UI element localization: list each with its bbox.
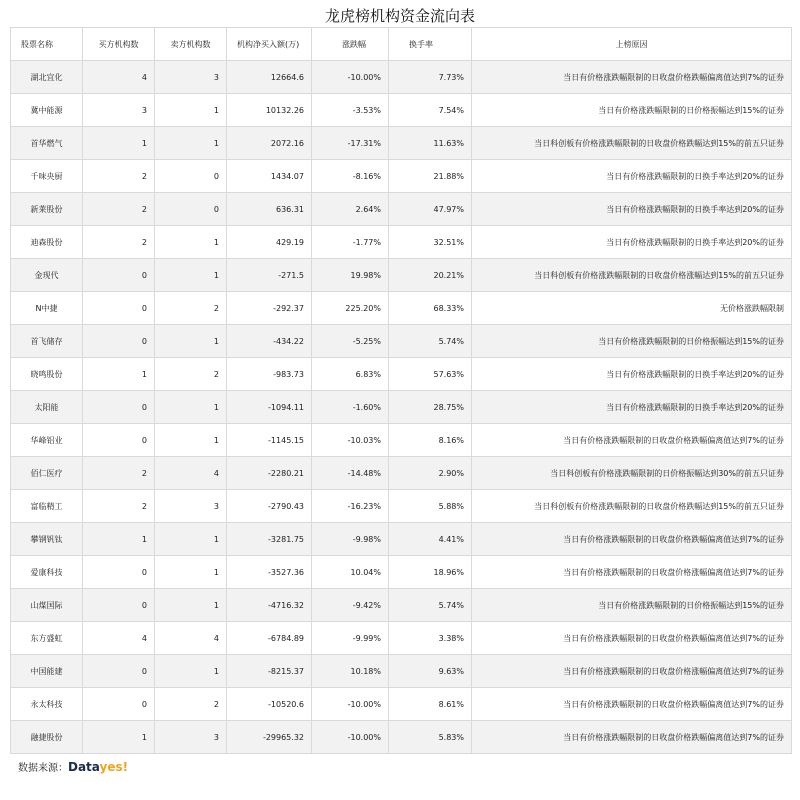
seller-count-cell: 1 [155, 259, 227, 292]
column-header-stock-name: 股票名称 [11, 28, 83, 61]
seller-count-cell: 2 [155, 358, 227, 391]
net-buy-cell: -2790.43 [227, 490, 312, 523]
turnover-cell: 28.75% [389, 391, 472, 424]
stock-name-cell: 融捷股份 [11, 721, 83, 754]
table-row [11, 589, 792, 622]
stock-name-cell: 冀中能源 [11, 94, 83, 127]
reason-cell: 当日科创板有价格涨跌幅限制的日收盘价格跌幅达到15%的前五只证券 [472, 490, 792, 523]
column-header-reason: 上榜原因 [472, 28, 792, 61]
change-cell: 10.04% [312, 556, 389, 589]
change-cell: 10.18% [312, 655, 389, 688]
change-cell: -10.00% [312, 721, 389, 754]
net-buy-cell: -8215.37 [227, 655, 312, 688]
page-title: 龙虎榜机构资金流向表 [324, 7, 475, 25]
buyer-count-cell: 0 [83, 259, 155, 292]
buyer-count-cell: 0 [83, 655, 155, 688]
reason-cell: 当日有价格涨跌幅限制的日换手率达到20%的证券 [472, 391, 792, 424]
buyer-count-cell: 2 [83, 160, 155, 193]
change-cell: -10.03% [312, 424, 389, 457]
stock-name-cell: 攀钢钒钛 [11, 523, 83, 556]
table-row [11, 523, 792, 556]
buyer-count-cell: 1 [83, 127, 155, 160]
stock-name-cell: N中捷 [11, 292, 83, 325]
stock-name-cell: 富临精工 [11, 490, 83, 523]
change-cell: -10.00% [312, 61, 389, 94]
change-cell: -1.77% [312, 226, 389, 259]
turnover-cell: 5.74% [389, 589, 472, 622]
buyer-count-cell: 0 [83, 556, 155, 589]
table-row [11, 259, 792, 292]
buyer-count-cell: 0 [83, 424, 155, 457]
change-cell: -5.25% [312, 325, 389, 358]
reason-cell: 当日有价格涨跌幅限制的日换手率达到20%的证券 [472, 226, 792, 259]
change-cell: -14.48% [312, 457, 389, 490]
table-row [11, 61, 792, 94]
table-row [11, 424, 792, 457]
stock-name-cell: 千味央厨 [11, 160, 83, 193]
reason-cell: 当日有价格涨跌幅限制的日换手率达到20%的证券 [472, 358, 792, 391]
table-body [11, 61, 792, 754]
buyer-count-cell: 0 [83, 391, 155, 424]
seller-count-cell: 3 [155, 721, 227, 754]
turnover-cell: 47.97% [389, 193, 472, 226]
stock-name-cell: 永太科技 [11, 688, 83, 721]
table-row [11, 193, 792, 226]
net-buy-cell: -29965.32 [227, 721, 312, 754]
stock-name-cell: 山煤国际 [11, 589, 83, 622]
net-buy-cell: -10520.6 [227, 688, 312, 721]
turnover-cell: 20.21% [389, 259, 472, 292]
capital-flow-table [10, 27, 792, 754]
seller-count-cell: 1 [155, 127, 227, 160]
seller-count-cell: 1 [155, 655, 227, 688]
data-source-label: 数据来源： [18, 763, 68, 774]
seller-count-cell: 1 [155, 391, 227, 424]
seller-count-cell: 1 [155, 589, 227, 622]
buyer-count-cell: 4 [83, 61, 155, 94]
reason-cell: 当日科创板有价格涨跌幅限制的日收盘价格涨幅达到15%的前五只证券 [472, 259, 792, 292]
stock-name-cell: 湖北宜化 [11, 61, 83, 94]
net-buy-cell: -292.37 [227, 292, 312, 325]
table-row [11, 721, 792, 754]
change-cell: 225.20% [312, 292, 389, 325]
turnover-cell: 8.61% [389, 688, 472, 721]
table-row [11, 127, 792, 160]
table-row [11, 457, 792, 490]
stock-name-cell: 爱康科技 [11, 556, 83, 589]
reason-cell: 当日有价格涨跌幅限制的日收盘价格跌幅偏离值达到7%的证券 [472, 424, 792, 457]
change-cell: -10.00% [312, 688, 389, 721]
seller-count-cell: 1 [155, 325, 227, 358]
change-cell: -3.53% [312, 94, 389, 127]
column-header-buyer-count: 买方机构数 [83, 28, 155, 61]
buyer-count-cell: 1 [83, 721, 155, 754]
buyer-count-cell: 0 [83, 292, 155, 325]
table-row [11, 325, 792, 358]
change-cell: -9.99% [312, 622, 389, 655]
net-buy-cell: -6784.89 [227, 622, 312, 655]
turnover-cell: 68.33% [389, 292, 472, 325]
seller-count-cell: 1 [155, 94, 227, 127]
table-row [11, 358, 792, 391]
change-cell: 19.98% [312, 259, 389, 292]
change-cell: -8.16% [312, 160, 389, 193]
table-row [11, 490, 792, 523]
table-row [11, 160, 792, 193]
turnover-cell: 7.73% [389, 61, 472, 94]
turnover-cell: 3.38% [389, 622, 472, 655]
turnover-cell: 57.63% [389, 358, 472, 391]
column-header-change: 涨跌幅 [312, 28, 389, 61]
seller-count-cell: 0 [155, 160, 227, 193]
table-row [11, 94, 792, 127]
stock-name-cell: 迪森股份 [11, 226, 83, 259]
reason-cell: 当日有价格涨跌幅限制的日价格振幅达到15%的证券 [472, 325, 792, 358]
net-buy-cell: 636.31 [227, 193, 312, 226]
net-buy-cell: -2280.21 [227, 457, 312, 490]
seller-count-cell: 1 [155, 424, 227, 457]
table-row [11, 655, 792, 688]
net-buy-cell: -271.5 [227, 259, 312, 292]
stock-name-cell: 晓鸣股份 [11, 358, 83, 391]
net-buy-cell: -1145.15 [227, 424, 312, 457]
net-buy-cell: 2072.16 [227, 127, 312, 160]
turnover-cell: 2.90% [389, 457, 472, 490]
reason-cell: 当日有价格涨跌幅限制的日收盘价格跌幅偏离值达到7%的证券 [472, 622, 792, 655]
seller-count-cell: 4 [155, 457, 227, 490]
stock-name-cell: 新莱股份 [11, 193, 83, 226]
column-header-seller-count: 卖方机构数 [155, 28, 227, 61]
turnover-cell: 9.63% [389, 655, 472, 688]
net-buy-cell: 429.19 [227, 226, 312, 259]
net-buy-cell: 1434.07 [227, 160, 312, 193]
turnover-cell: 5.88% [389, 490, 472, 523]
stock-name-cell: 金现代 [11, 259, 83, 292]
reason-cell: 当日有价格涨跌幅限制的日价格振幅达到15%的证券 [472, 94, 792, 127]
reason-cell: 当日有价格涨跌幅限制的日换手率达到20%的证券 [472, 193, 792, 226]
reason-cell: 当日有价格涨跌幅限制的日收盘价格跌幅偏离值达到7%的证券 [472, 721, 792, 754]
net-buy-cell: 10132.26 [227, 94, 312, 127]
reason-cell: 当日有价格涨跌幅限制的日收盘价格跌幅偏离值达到7%的证券 [472, 523, 792, 556]
change-cell: -17.31% [312, 127, 389, 160]
reason-cell: 当日有价格涨跌幅限制的日换手率达到20%的证券 [472, 160, 792, 193]
column-header-turnover: 换手率 [389, 28, 472, 61]
seller-count-cell: 4 [155, 622, 227, 655]
net-buy-cell: -3527.36 [227, 556, 312, 589]
datayes-logo-data: Data [68, 760, 100, 774]
reason-cell: 无价格涨跌幅限制 [472, 292, 792, 325]
turnover-cell: 5.83% [389, 721, 472, 754]
reason-cell: 当日有价格涨跌幅限制的日价格振幅达到15%的证券 [472, 589, 792, 622]
table-row [11, 688, 792, 721]
turnover-cell: 18.96% [389, 556, 472, 589]
net-buy-cell: -983.73 [227, 358, 312, 391]
turnover-cell: 32.51% [389, 226, 472, 259]
turnover-cell: 11.63% [389, 127, 472, 160]
datayes-logo-yes: yes! [99, 760, 129, 774]
net-buy-cell: -1094.11 [227, 391, 312, 424]
change-cell: -9.98% [312, 523, 389, 556]
reason-cell: 当日有价格涨跌幅限制的日收盘价格涨幅偏离值达到7%的证券 [472, 655, 792, 688]
table-row [11, 391, 792, 424]
buyer-count-cell: 2 [83, 193, 155, 226]
buyer-count-cell: 1 [83, 358, 155, 391]
stock-name-cell: 东方盛虹 [11, 622, 83, 655]
turnover-cell: 21.88% [389, 160, 472, 193]
turnover-cell: 7.54% [389, 94, 472, 127]
stock-name-cell: 太阳能 [11, 391, 83, 424]
buyer-count-cell: 0 [83, 325, 155, 358]
stock-name-cell: 首华燃气 [11, 127, 83, 160]
reason-cell: 当日有价格涨跌幅限制的日收盘价格跌幅偏离值达到7%的证券 [472, 688, 792, 721]
change-cell: 6.83% [312, 358, 389, 391]
table-row [11, 622, 792, 655]
change-cell: -9.42% [312, 589, 389, 622]
reason-cell: 当日科创板有价格涨跌幅限制的日收盘价格跌幅达到15%的前五只证券 [472, 127, 792, 160]
seller-count-cell: 2 [155, 688, 227, 721]
change-cell: -16.23% [312, 490, 389, 523]
turnover-cell: 5.74% [389, 325, 472, 358]
datayes-logo [68, 760, 128, 774]
buyer-count-cell: 0 [83, 589, 155, 622]
buyer-count-cell: 0 [83, 688, 155, 721]
buyer-count-cell: 4 [83, 622, 155, 655]
reason-cell: 当日科创板有价格涨跌幅限制的日价格振幅达到30%的前五只证券 [472, 457, 792, 490]
change-cell: 2.64% [312, 193, 389, 226]
stock-name-cell: 中国能建 [11, 655, 83, 688]
seller-count-cell: 1 [155, 556, 227, 589]
buyer-count-cell: 2 [83, 457, 155, 490]
buyer-count-cell: 3 [83, 94, 155, 127]
seller-count-cell: 3 [155, 490, 227, 523]
stock-name-cell: 首飞储存 [11, 325, 83, 358]
turnover-cell: 8.16% [389, 424, 472, 457]
seller-count-cell: 2 [155, 292, 227, 325]
stock-name-cell: 华峰铝业 [11, 424, 83, 457]
column-header-net-buy: 机构净买入额(万) [227, 28, 312, 61]
change-cell: -1.60% [312, 391, 389, 424]
reason-cell: 当日有价格涨跌幅限制的日收盘价格跌幅偏离值达到7%的证券 [472, 61, 792, 94]
net-buy-cell: -3281.75 [227, 523, 312, 556]
net-buy-cell: 12664.6 [227, 61, 312, 94]
net-buy-cell: -434.22 [227, 325, 312, 358]
reason-cell: 当日有价格涨跌幅限制的日收盘价格涨幅偏离值达到7%的证券 [472, 556, 792, 589]
stock-name-cell: 佰仁医疗 [11, 457, 83, 490]
turnover-cell: 4.41% [389, 523, 472, 556]
table-header-row [11, 28, 792, 61]
net-buy-cell: -4716.32 [227, 589, 312, 622]
seller-count-cell: 3 [155, 61, 227, 94]
data-source [18, 760, 128, 776]
table-row [11, 292, 792, 325]
buyer-count-cell: 2 [83, 490, 155, 523]
buyer-count-cell: 1 [83, 523, 155, 556]
buyer-count-cell: 2 [83, 226, 155, 259]
table-row [11, 556, 792, 589]
table-row [11, 226, 792, 259]
seller-count-cell: 1 [155, 226, 227, 259]
seller-count-cell: 1 [155, 523, 227, 556]
seller-count-cell: 0 [155, 193, 227, 226]
